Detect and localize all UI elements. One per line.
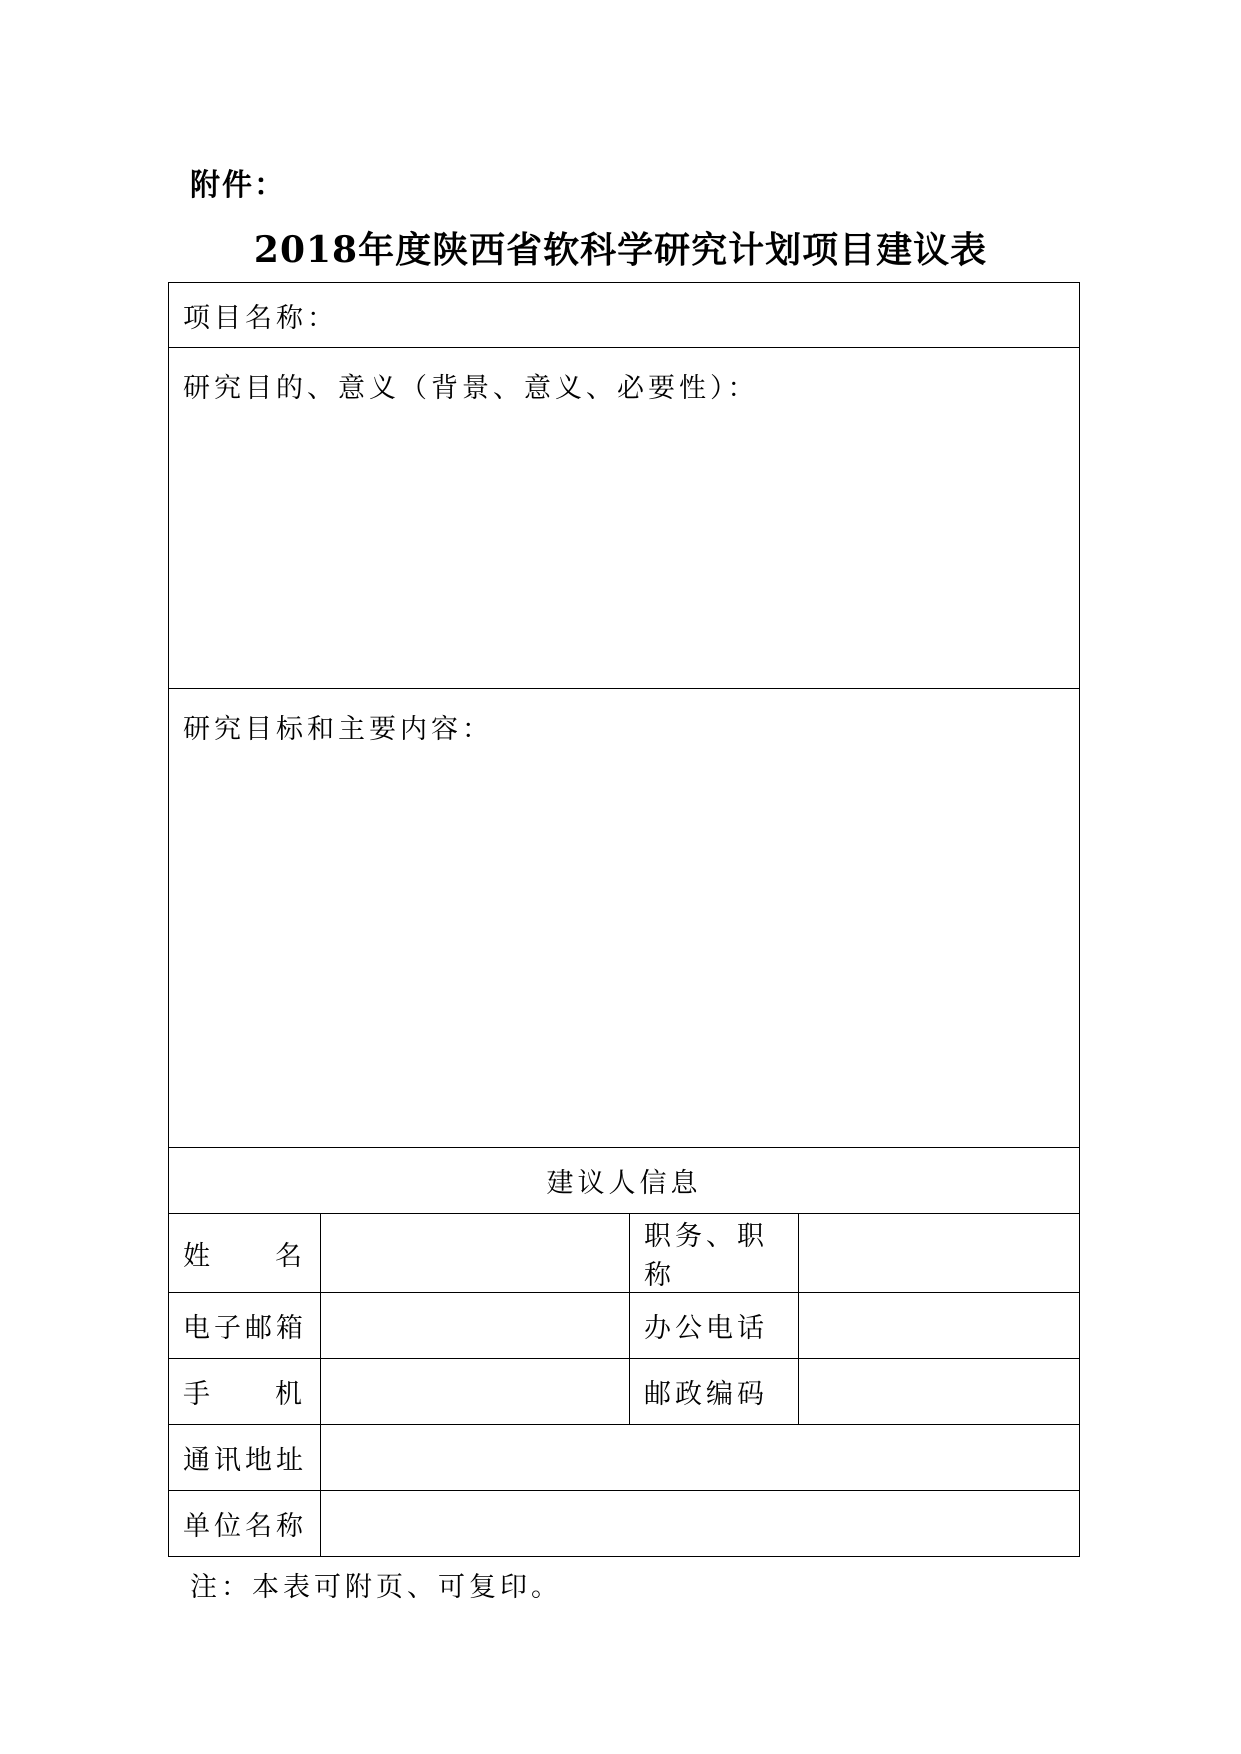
project-name-label: 项目名称： [183,302,338,334]
email-label: 电子邮箱 [169,1293,321,1359]
position-input[interactable] [799,1214,1080,1293]
email-row [169,1293,1080,1359]
proposal-form-table [168,282,1080,1557]
mobile-label-char-2: 机 [275,1379,306,1410]
mobile-label-cell [169,1359,321,1425]
proposer-section-row [169,1148,1080,1214]
postcode-input[interactable] [799,1359,1080,1425]
organization-input[interactable] [321,1491,1080,1557]
address-label: 通讯地址 [169,1425,321,1491]
office-phone-input[interactable] [799,1293,1080,1359]
name-label-char-2: 名 [275,1240,306,1272]
name-label-char-1: 姓 [183,1240,214,1272]
postcode-label: 邮政编码 [630,1359,799,1425]
project-name-row [169,283,1080,348]
proposer-section-title: 建议人信息 [169,1148,1080,1214]
address-row [169,1425,1080,1491]
goal-row [169,689,1080,1148]
purpose-field[interactable] [169,348,1080,689]
name-input[interactable] [321,1214,630,1293]
mobile-input[interactable] [321,1359,630,1425]
name-row [169,1214,1080,1293]
name-label-cell [169,1214,321,1293]
page-title: 2018年度陕西省软科学研究计划项目建议表 [253,229,988,271]
purpose-label: 研究目的、意义（背景、意义、必要性）： [183,373,759,404]
organization-row [169,1491,1080,1557]
position-label: 职务、职称 [630,1214,799,1293]
purpose-row [169,348,1080,689]
address-input[interactable] [321,1425,1080,1491]
goal-label: 研究目标和主要内容： [183,714,493,745]
mobile-row [169,1359,1080,1425]
attachment-label: 附件： [190,168,286,203]
mobile-label-char-1: 手 [183,1379,214,1410]
goal-field[interactable] [169,689,1080,1148]
organization-label: 单位名称 [169,1491,321,1557]
office-phone-label: 办公电话 [630,1293,799,1359]
footnote: 注：本表可附页、可复印。 [190,1572,562,1603]
email-input[interactable] [321,1293,630,1359]
project-name-field[interactable] [169,283,1080,348]
